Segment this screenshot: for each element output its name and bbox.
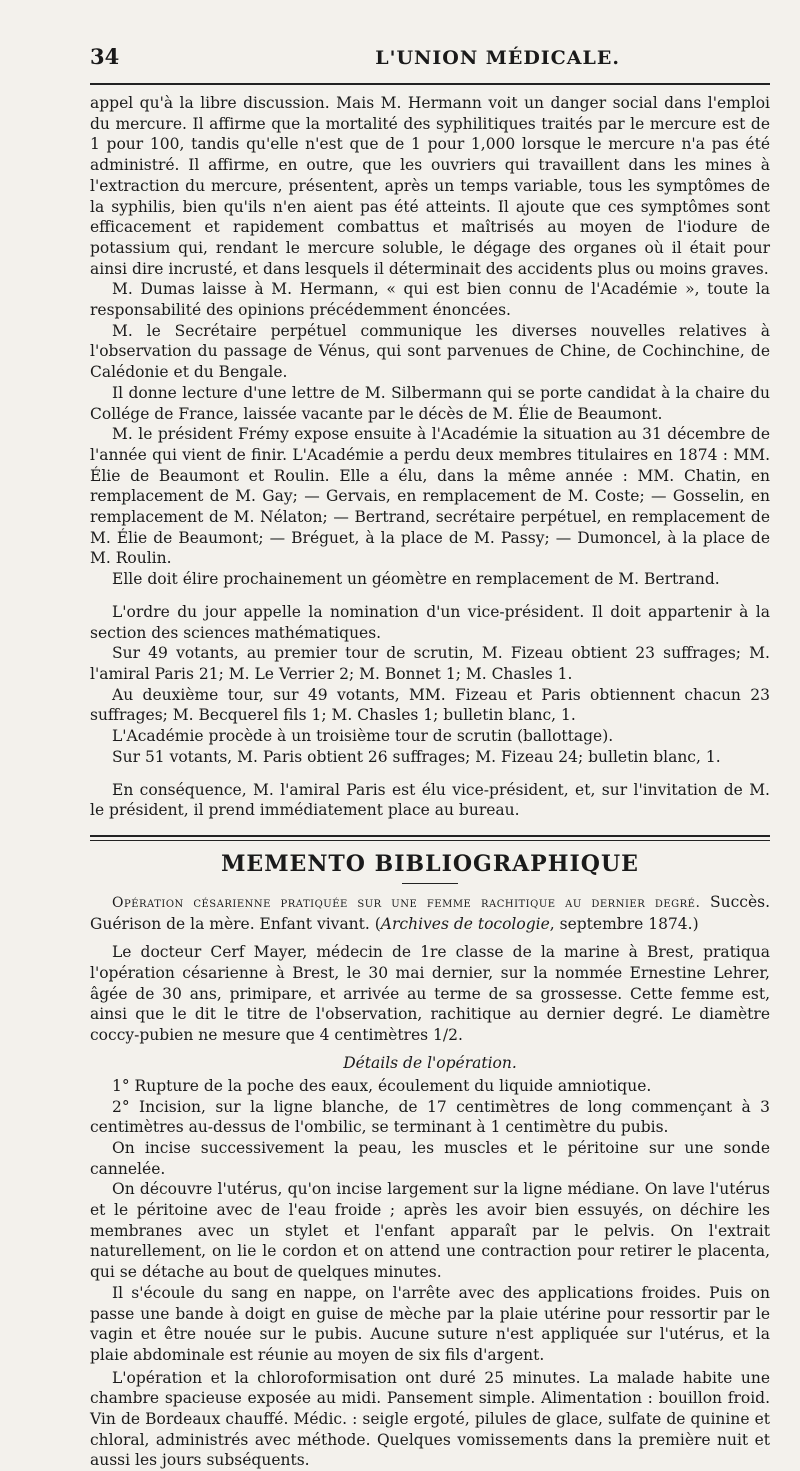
section-title: MEMENTO BIBLIOGRAPHIQUE (221, 850, 639, 877)
paragraph: Sur 49 votants, au premier tour de scrutin, M. Fizeau obtient 23 suffrages; M. l'amiral Paris 21; M. Le Verrier 2; M. Bonnet 1; M. Chasles 1. (90, 644, 770, 683)
paragraph: Elle doit élire prochainement un géomètre en remplacement de M. Bertrand. (112, 570, 720, 589)
detail-paragraph: On découvre l'utérus, qu'on incise largement sur la ligne médiane. On lave l'utérus et le péritoine avec de l'eau froide ; après les avoir bien essuyés, on déchire les membranes avec un stylet et l'enfant apparaît par le pelvis. On l'extrait naturellement, on lie le cordon et on attend une contraction pour retirer le placenta, qui se détache au bout de quelques minutes. (90, 1180, 770, 1282)
running-header (90, 44, 770, 69)
paragraph: M. le Secrétaire perpétuel communique les diverses nouvelles relatives à l'observation du passage de Vénus, qui sont parvenues de Chine, de Cochinchine, de Calédonie et du Bengale. (90, 321, 770, 382)
page-number: 34 (90, 44, 120, 69)
detail-paragraph: On incise successivement la peau, les muscles et le péritoine sur une sonde cannelée. (90, 1138, 770, 1178)
paragraph: L'ordre du jour appelle la nomination d'un vice-président. Il doit appartenir à la section des sciences mathématiques. (90, 602, 770, 642)
detail-paragraph: 2° Incision, sur la ligne blanche, de 17 centimètres de long commençant à 3 centimètres au-dessus de l'ombilic, se terminant à 1 centimètre du pubis. (90, 1097, 770, 1137)
paragraph: En conséquence, M. l'amiral Paris est élu vice-président, et, sur l'invitation de M. le président, il prend immédiatement place au bureau. (90, 780, 770, 820)
detail-paragraph: 1° Rupture de la poche des eaux, écoulement du liquide amniotique. (112, 1076, 652, 1095)
section-divider (90, 835, 770, 841)
paragraph: L'Académie procède à un troisième tour de scrutin (ballottage). (112, 727, 614, 746)
article-title (90, 892, 770, 934)
paragraph: M. le président Frémy expose ensuite à l'Académie la situation au 31 décembre de l'année qui vient de finir. L'Académie a perdu deux membres titulaires en 1874 : MM. Élie de Beaumont et Roulin. Elle a élu, dans la même année : MM. Chatin, en remplacement de M. Gay; — Gervais, en remplacement de M. Coste; — Gosselin, en remplacement de M. Nélaton; — Bertrand, secrétaire perpétuel, en remplacement de M. Élie de Beaumont; — Bréguet, à la place de M. Passy; — Dumoncel, à la place de M. Roulin. (90, 425, 770, 568)
article-source-tail: , septembre 1874.) (549, 914, 699, 933)
paragraph: Sur 51 votants, M. Paris obtient 26 suffrages; M. Fizeau 24; bulletin blanc, 1. (112, 747, 721, 766)
header-rule (90, 83, 770, 85)
title-rule (402, 883, 458, 884)
article-source: Archives de tocologie (380, 914, 550, 933)
article-title-smallcaps: Opération césarienne pratiquée sur une femme rachitique au dernier degré. (112, 894, 701, 911)
paragraph: M. Dumas laisse à M. Hermann, « qui est bien connu de l'Académie », toute la responsabilité des opinions précédemment énoncées. (90, 280, 770, 320)
subheading: Détails de l'opération. (343, 1053, 517, 1072)
detail-paragraph: Il s'écoule du sang en nappe, on l'arrête avec des applications froides. Puis on passe une bande à doigt en guise de mèche par la plaie utérine pour ressortir par le vagin et être nouée sur le pubis. Aucune suture n'est appliquée sur l'utérus, et la plaie abdominale est réunie au moyen de six fils d'argent. (90, 1283, 770, 1364)
detail-paragraph: L'opération et la chloroformisation ont duré 25 minutes. La malade habite une chambre spacieuse exposée au midi. Pansement simple. Alimentation : bouillon froid. Vin de Bordeaux chauffé. Médic. : seigle ergoté, pilules de glace, sulfate de quinine et chloral, administrés avec méthode. Quelques vomissements dans la première nuit et aussi les jours subséquents. (90, 1368, 770, 1470)
article-intro: Le docteur Cerf Mayer, médecin de 1re classe de la marine à Brest, pratiqua l'opération césarienne à Brest, le 30 mai dernier, sur la nommée Ernestine Lehrer, âgée de 30 ans, primipare, et arrivée au terme de sa grossesse. Cette femme est, ainsi que le dit le titre de l'observation, rachitique au dernier degré. Le diamètre coccy-pubien ne mesure que 4 centimètres 1/2. (90, 943, 770, 1045)
article-title-rest: Succès. Guérison de la mère. Enfant vivant. ( (90, 892, 770, 933)
journal-title: L'UNION MÉDICALE. (375, 47, 620, 69)
paragraph: Au deuxième tour, sur 49 votants, MM. Fizeau et Paris obtiennent chacun 23 suffrages; M. Becquerel fils 1; M. Chasles 1; bulletin blanc, 1. (90, 685, 770, 725)
paragraph: appel qu'à la libre discussion. Mais M. Hermann voit un danger social dans l'emploi du mercure. Il affirme que la mortalité des syphilitiques traités par le mercure est de 1 pour 100, tandis qu'elle n'est que de 1 pour 1,000 lorsque le mercure n'a pas été administré. Il affirme, en outre, que les ouvriers qui travaillent dans les mines à l'extraction du mercure, présentent, après un temps variable, tous les symptômes de la syphilis, bien qu'ils n'en aient pas été atteints. Il ajoute que ces symptômes sont efficacement et rapidement combattus et maîtrisés au moyen de l'iodure de potassium qui, rendant le mercure soluble, le dégage des organes où il était pour ainsi dire incrusté, et dans lesquels il déterminait des accidents plus ou moins graves. (90, 94, 770, 278)
paragraph: Il donne lecture d'une lettre de M. Silbermann qui se porte candidat à la chaire du Collége de France, laissée vacante par le décès de M. Élie de Beaumont. (90, 383, 770, 423)
